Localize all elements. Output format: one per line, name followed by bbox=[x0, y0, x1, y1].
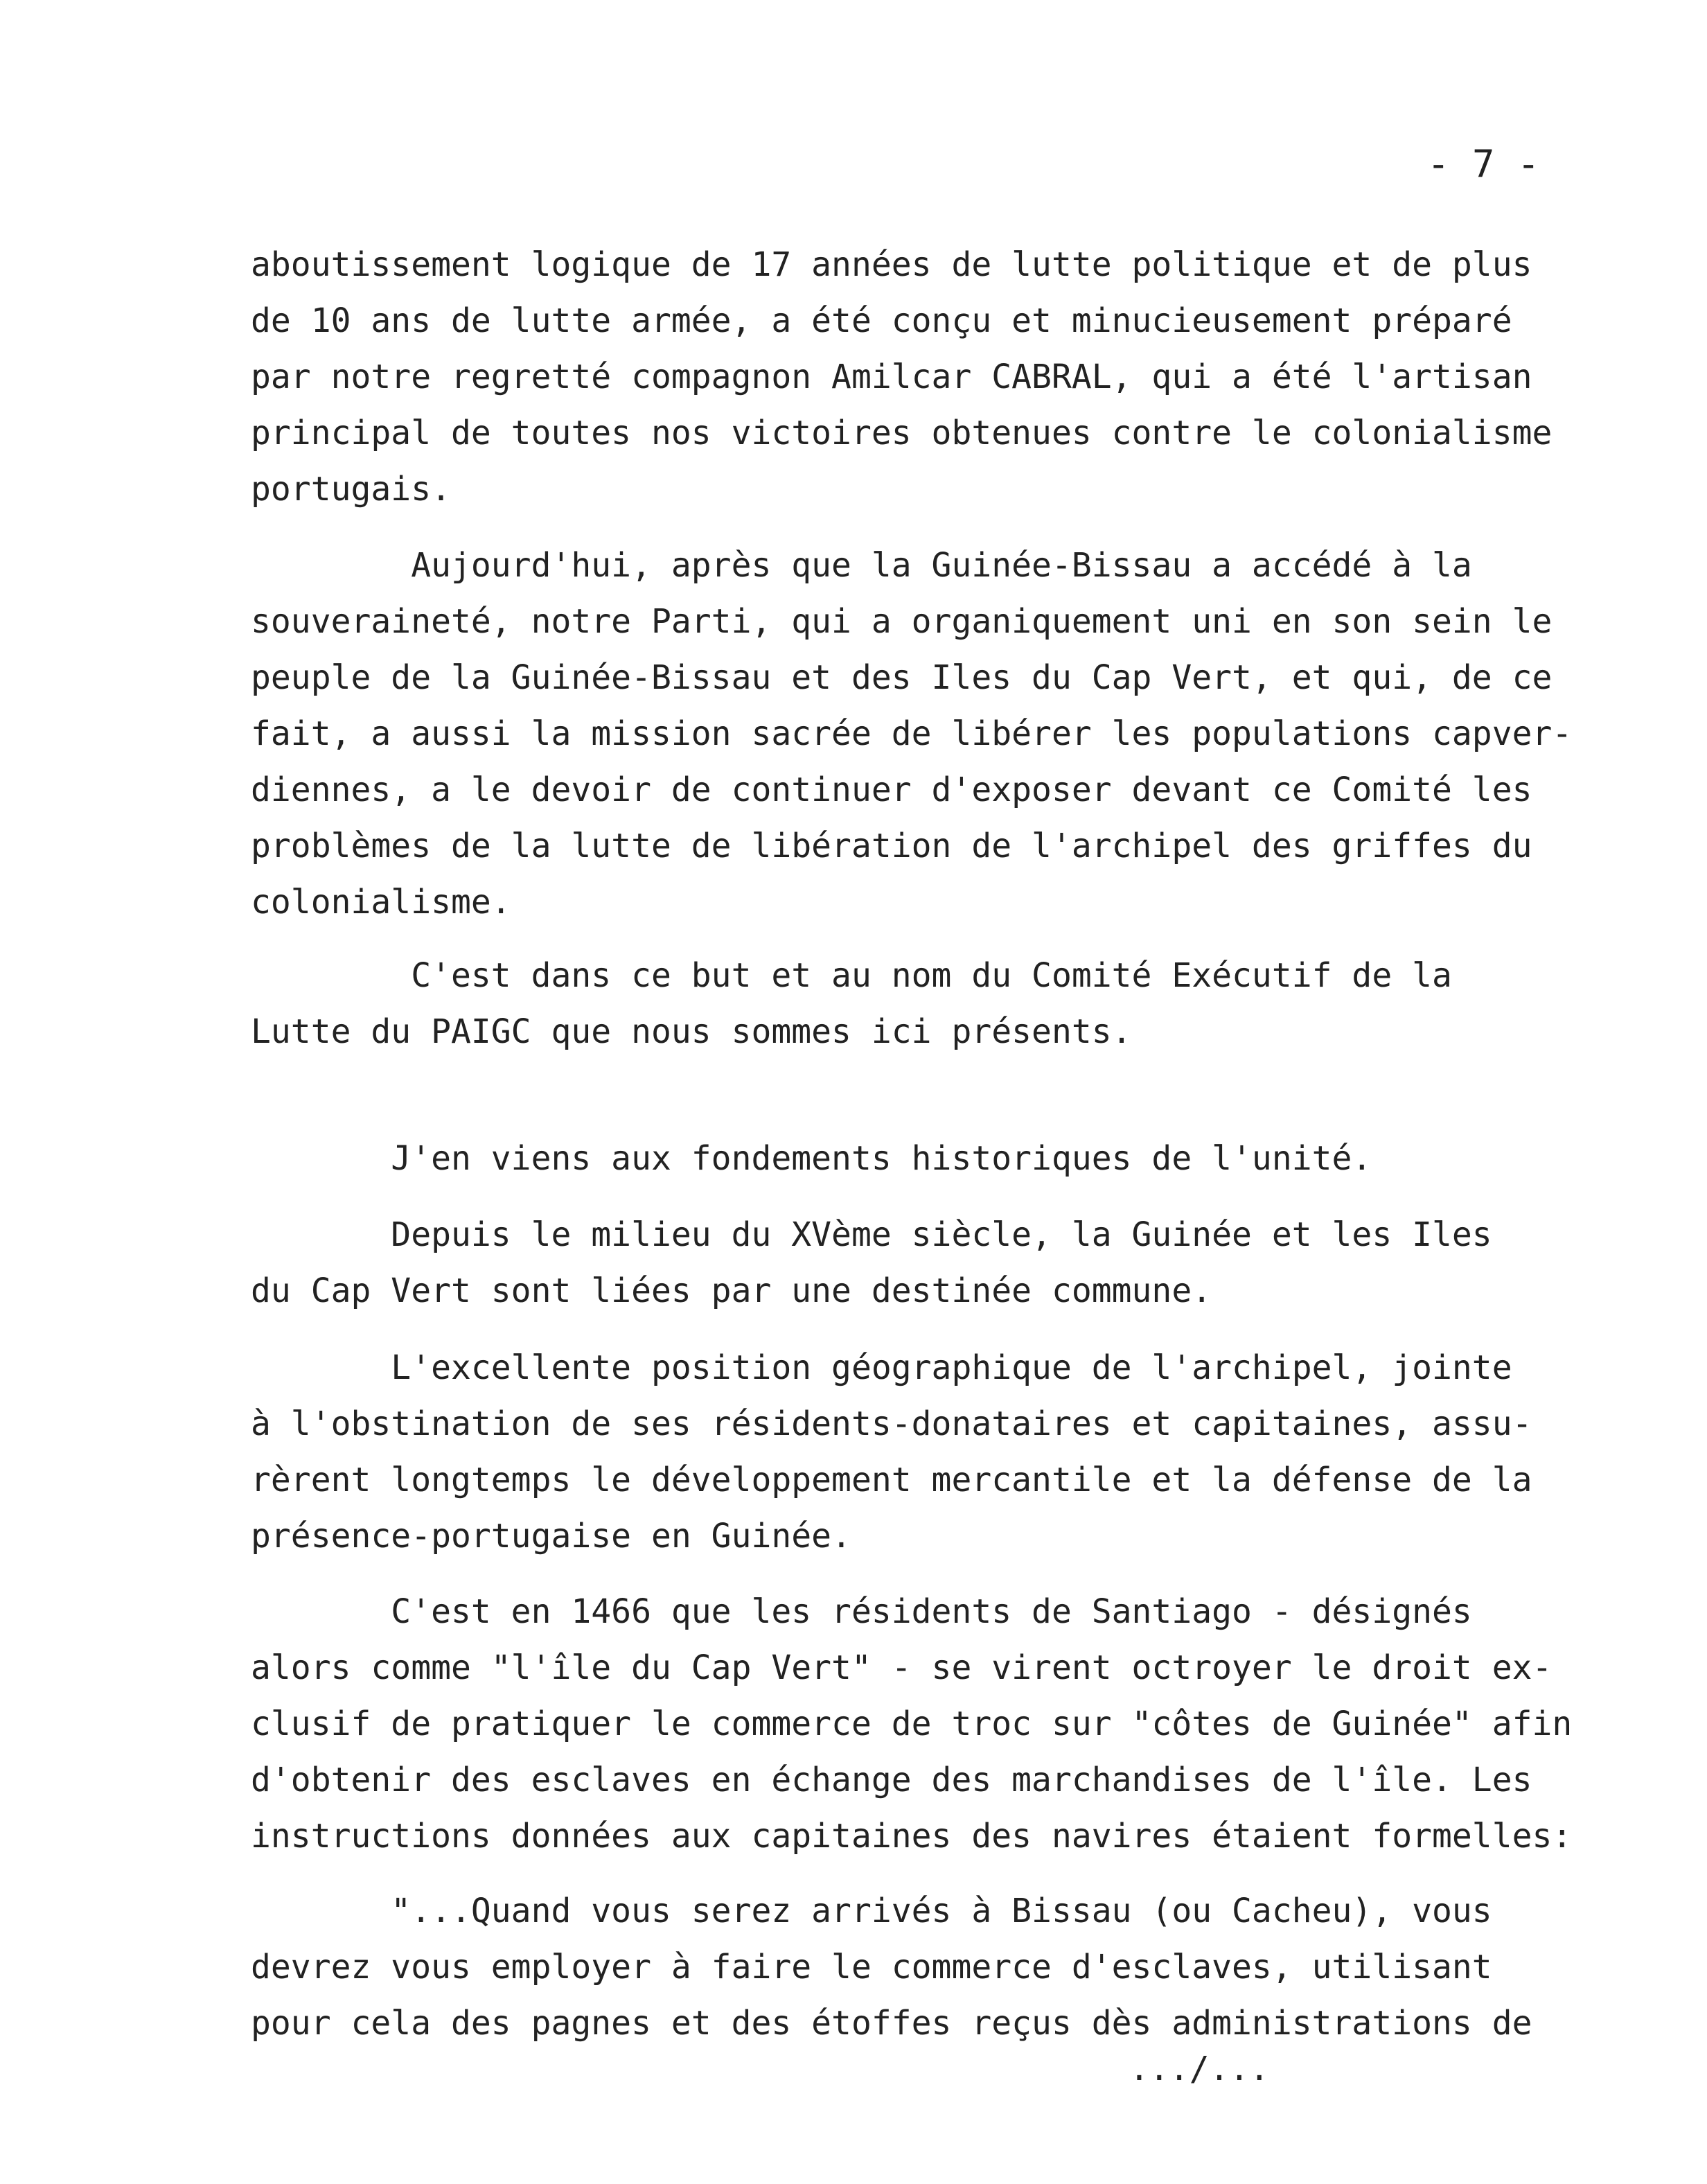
text-line: pour cela des pagnes et des étoffes reçus dès administrations de bbox=[251, 2004, 1532, 2043]
text-line: souveraineté, notre Parti, qui a organiquement uni en son sein le bbox=[251, 602, 1553, 641]
continuation-marker: .../... bbox=[1129, 2050, 1270, 2088]
text-line: C'est en 1466 que les résidents de Santiago - désignés bbox=[251, 1592, 1472, 1631]
text-line: rèrent longtemps le développement mercantile et la défense de la bbox=[251, 1461, 1532, 1499]
text-line: devrez vous employer à faire le commerce d'esclaves, utilisant bbox=[251, 1948, 1492, 1987]
text-line: principal de toutes nos victoires obtenues contre le colonialisme bbox=[251, 414, 1553, 452]
text-line: J'en viens aux fondements historiques de l'unité. bbox=[251, 1139, 1372, 1178]
text-line: fait, a aussi la mission sacrée de libérer les populations capver- bbox=[251, 714, 1573, 753]
text-line: L'excellente position géographique de l'archipel, jointe bbox=[251, 1348, 1512, 1387]
text-line: alors comme "l'île du Cap Vert" - se virent octroyer le droit ex- bbox=[251, 1648, 1553, 1687]
text-line: colonialisme. bbox=[251, 883, 511, 922]
text-line: portugais. bbox=[251, 470, 451, 509]
text-line: diennes, a le devoir de continuer d'exposer devant ce Comité les bbox=[251, 770, 1532, 809]
text-line: Depuis le milieu du XVème siècle, la Guinée et les Iles bbox=[251, 1215, 1492, 1254]
text-line: aboutissement logique de 17 années de lutte politique et de plus bbox=[251, 245, 1532, 284]
text-line: clusif de pratiquer le commerce de troc sur "côtes de Guinée" afin bbox=[251, 1705, 1573, 1743]
text-line: C'est dans ce but et au nom du Comité Exécutif de la bbox=[251, 956, 1452, 995]
text-line: Aujourd'hui, après que la Guinée-Bissau a accédé à la bbox=[251, 546, 1472, 585]
text-line: instructions données aux capitaines des navires étaient formelles: bbox=[251, 1817, 1573, 1856]
page-number: - 7 - bbox=[1427, 142, 1540, 186]
text-line: "...Quand vous serez arrivés à Bissau (ou Cacheu), vous bbox=[251, 1892, 1492, 1930]
text-line: présence-portugaise en Guinée. bbox=[251, 1517, 851, 1556]
text-line: peuple de la Guinée-Bissau et des Iles du Cap Vert, et qui, de ce bbox=[251, 658, 1553, 697]
text-line: d'obtenir des esclaves en échange des marchandises de l'île. Les bbox=[251, 1761, 1532, 1799]
text-line: par notre regretté compagnon Amilcar CABRAL, qui a été l'artisan bbox=[251, 358, 1532, 396]
text-line: Lutte du PAIGC que nous sommes ici présents. bbox=[251, 1012, 1132, 1051]
text-line: à l'obstination de ses résidents-donataires et capitaines, assu- bbox=[251, 1404, 1532, 1443]
text-line: du Cap Vert sont liées par une destinée commune. bbox=[251, 1271, 1212, 1310]
text-line: de 10 ans de lutte armée, a été conçu et minucieusement préparé bbox=[251, 301, 1512, 340]
text-line: problèmes de la lutte de libération de l'archipel des griffes du bbox=[251, 827, 1532, 865]
